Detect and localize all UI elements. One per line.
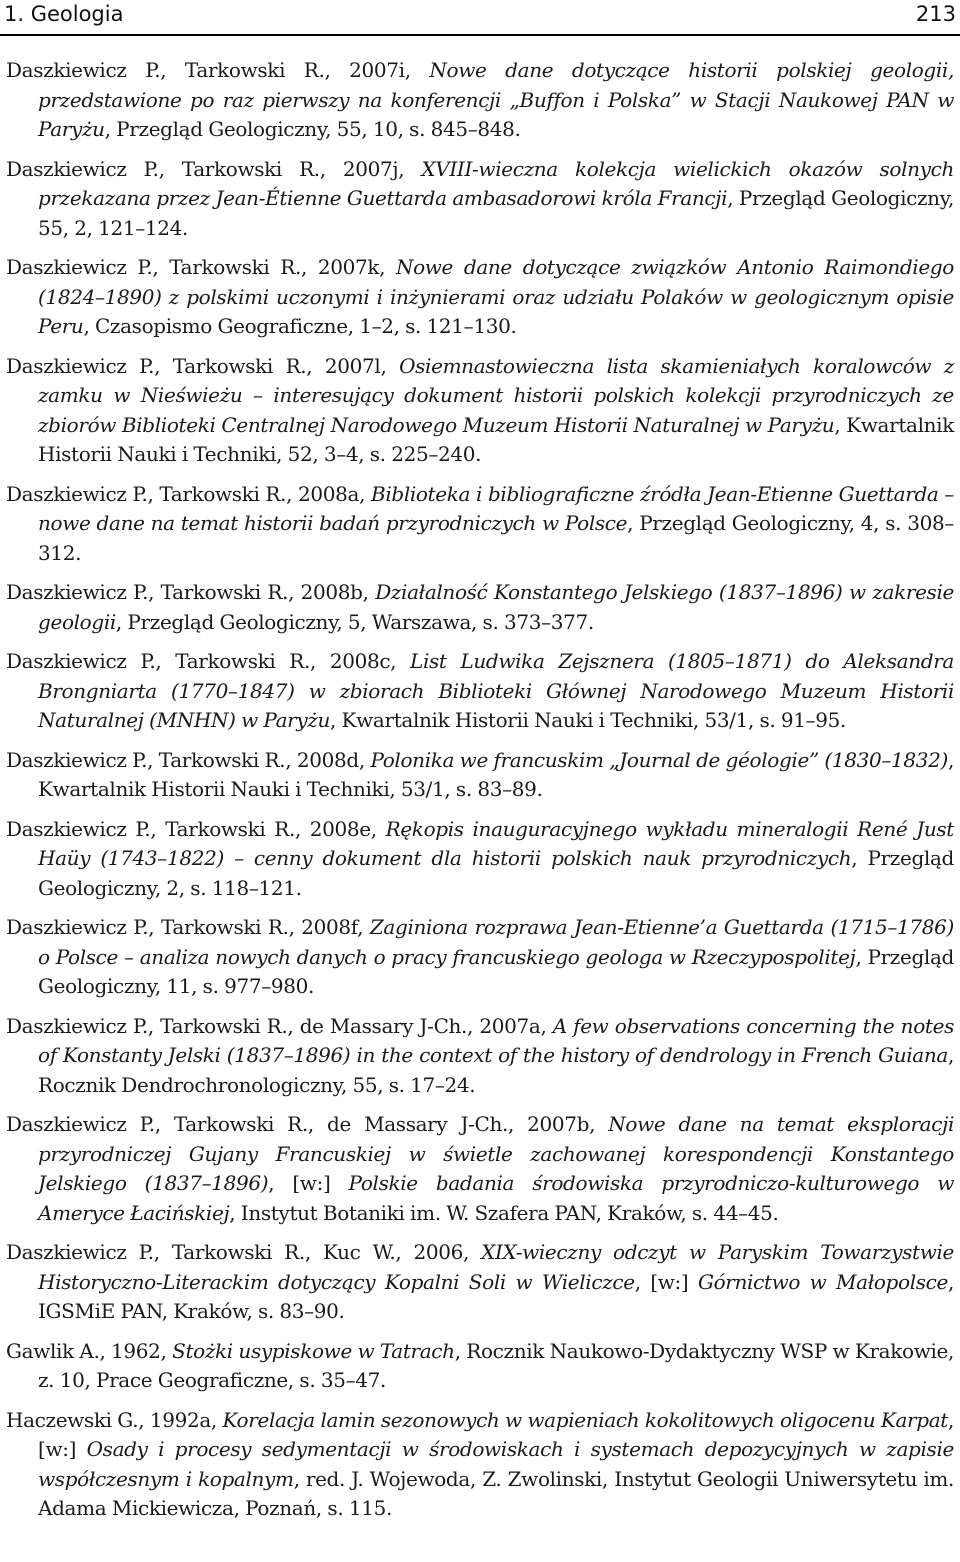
reference-publisher: , Instytut Botaniki im. W. Szafera PAN, Kraków, s. 44–45. (229, 1200, 779, 1225)
reference-book-title: Górnictwo w Małopolsce (697, 1269, 948, 1294)
reference-entry (6, 746, 954, 805)
reference-authors: Daszkiewicz P., Tarkowski R., de Massary J-Ch., 2007b, (6, 1112, 609, 1136)
reference-title: Korelacja lamin sezonowych w wapieniach kokolitowych oligocenu Karpat (222, 1407, 948, 1432)
reference-authors: Daszkiewicz P., Tarkowski R., de Massary J-Ch., 2007a, (6, 1013, 553, 1038)
reference-source: , Kwartalnik Historii Nauki i Techniki, 53/1, s. 91–95. (330, 708, 847, 732)
reference-authors: Daszkiewicz P., Tarkowski R., 2008c, (6, 649, 411, 673)
reference-title: Działalność Konstantego Jelskiego (1837–1896) w zakresie geologii (38, 580, 955, 634)
reference-title: A few observations concerning the notes of Konstanty Jelski (1837–1896) in the context of the history of dendrology in French Guiana (38, 1013, 954, 1067)
reference-title: Biblioteka i bibliograficzne źródła Jean-Etienne Guettarda – nowe dane na temat historii badań przyrodniczych w Polsce (38, 481, 955, 535)
reference-authors: Daszkiewicz P., Tarkowski R., 2007i, (6, 58, 430, 82)
reference-source: , Przegląd Geologiczny, 11, s. 977–980. (38, 944, 954, 998)
reference-book-title: Osady i procesy sedymentacji w środowiskach i systemach depozycyjnych w zapisie współczesnym i kopalnym (38, 1437, 954, 1491)
reference-entry (6, 1337, 954, 1396)
reference-source: , [w:] (38, 1407, 955, 1461)
section-title: 1. Geologia (4, 2, 124, 26)
reference-entry (6, 1238, 954, 1327)
reference-source: , Przegląd Geologiczny, 55, 2, 121–124. (38, 186, 955, 240)
reference-source: , Przegląd Geologiczny, 4, s. 308–312. (38, 511, 954, 565)
reference-title: Nowe dane dotyczące związków Antonio Raimondiego (1824–1890) z polskimi uczonymi i inżynierami oraz udziału Polaków w geologicznym opisie Peru (38, 255, 954, 338)
reference-authors: Daszkiewicz P., Tarkowski R., 2007k, (6, 255, 396, 279)
reference-authors: Daszkiewicz P., Tarkowski R., 2008f, (6, 915, 370, 939)
reference-entry (6, 1110, 954, 1228)
reference-entry (6, 815, 954, 904)
header-rule (0, 34, 960, 36)
reference-authors: Haczewski G., 1992a, (6, 1407, 223, 1432)
reference-authors: Daszkiewicz P., Tarkowski R., 2008d, (6, 747, 371, 772)
reference-book-title: Polskie badania środowiska przyrodniczo-kulturowego w Ameryce Łacińskiej (38, 1171, 954, 1225)
reference-source: , Przegląd Geologiczny, 55, 10, s. 845–848. (104, 117, 521, 141)
reference-authors: Daszkiewicz P., Tarkowski R., Kuc W., 2006, (6, 1240, 482, 1264)
reference-source: , Kwartalnik Historii Nauki i Techniki, 52, 3–4, s. 225–240. (38, 412, 954, 466)
reference-list (6, 56, 954, 1534)
reference-entry (6, 647, 954, 736)
reference-source: , Kwartalnik Historii Nauki i Techniki, 53/1, s. 83–89. (38, 747, 955, 801)
reference-authors: Daszkiewicz P., Tarkowski R., 2008a, (6, 481, 371, 506)
reference-authors: Daszkiewicz P., Tarkowski R., 2007l, (6, 353, 400, 378)
reference-title: Osiemnastowieczna lista skamieniałych koralowców z zamku w Nieświeżu – interesujący dokument historii polskich kolekcji przyrodniczych ze zbiorów Biblioteki Centralnej Narodowego Muzeum Historii Naturalnej w Paryżu (38, 353, 954, 437)
reference-source: , [w:] (634, 1269, 698, 1294)
reference-entry (6, 352, 954, 470)
reference-publisher: , red. J. Wojewoda, Z. Zwolinski, Instytut Geologii Uniwersytetu im. Adama Mickiewicza, Poznań, s. 115. (38, 1466, 954, 1520)
reference-entry (6, 155, 954, 244)
reference-entry (6, 1012, 954, 1101)
reference-entry (6, 480, 954, 569)
reference-title: Stożki usypiskowe w Tatrach (172, 1338, 455, 1363)
page-number: 213 (915, 2, 956, 26)
reference-authors: Gawlik A., 1962, (6, 1338, 173, 1363)
reference-entry (6, 253, 954, 342)
reference-title: Rękopis inauguracyjnego wykładu mineralogii René Just Haüy (1743–1822) – cenny dokument dla historii polskich nauk przyrodniczych (38, 816, 954, 870)
reference-title: Nowe dane dotyczące historii polskiej geologii, przedstawione po raz pierwszy na konferencji „Buffon i Polska” w Stacji Naukowej PAN w Paryżu (38, 58, 954, 141)
reference-source: , Rocznik Naukowo-Dydaktyczny WSP w Krakowie, z. 10, Prace Geograficzne, s. 35–47. (38, 1338, 955, 1392)
reference-source: , Czasopismo Geograficzne, 1–2, s. 121–130. (83, 314, 517, 338)
reference-authors: Daszkiewicz P., Tarkowski R., 2008b, (6, 580, 376, 604)
reference-title: Polonika we francuskim „Journal de géologie” (1830–1832) (370, 747, 948, 772)
reference-title: XIX-wieczny odczyt w Paryskim Towarzystwie Historyczno-Literackim dotyczący Kopalni Soli w Wieliczce (38, 1240, 955, 1294)
reference-source: , Przegląd Geologiczny, 5, Warszawa, s. 373–377. (115, 609, 594, 634)
running-header (0, 0, 960, 30)
reference-source: , Przegląd Geologiczny, 2, s. 118–121. (38, 846, 954, 900)
reference-source: , [w:] (268, 1171, 349, 1195)
reference-entry (6, 913, 954, 1002)
reference-entry (6, 1406, 954, 1524)
reference-title: Nowe dane na temat eksploracji przyrodniczej Gujany Francuskiej w świetle zachowanej korespondencji Konstantego Jelskiego (1837–1896) (38, 1112, 954, 1195)
reference-authors: Daszkiewicz P., Tarkowski R., 2008e, (6, 816, 386, 841)
reference-source: , Rocznik Dendrochronologiczny, 55, s. 17–24. (38, 1043, 954, 1097)
reference-authors: Daszkiewicz P., Tarkowski R., 2007j, (6, 156, 422, 181)
reference-title: XVIII-wieczna kolekcja wielickich okazów solnych przekazana przez Jean-Étienne Guettarda ambasadorowi króla Francji (38, 156, 954, 210)
reference-title: List Ludwika Zejsznera (1805–1871) do Aleksandra Brongniarta (1770–1847) w zbiorach Biblioteki Głównej Narodowego Muzeum Historii Naturalnej (MNHN) w Paryżu (38, 649, 954, 732)
reference-entry (6, 578, 954, 637)
reference-title: Zaginiona rozprawa Jean-Etienne’a Guettarda (1715–1786) o Polsce – analiza nowych danych o pracy francuskiego geologa w Rzeczypospolitej (38, 915, 955, 969)
reference-publisher: , IGSMiE PAN, Kraków, s. 83–90. (38, 1269, 955, 1323)
reference-entry (6, 56, 954, 145)
